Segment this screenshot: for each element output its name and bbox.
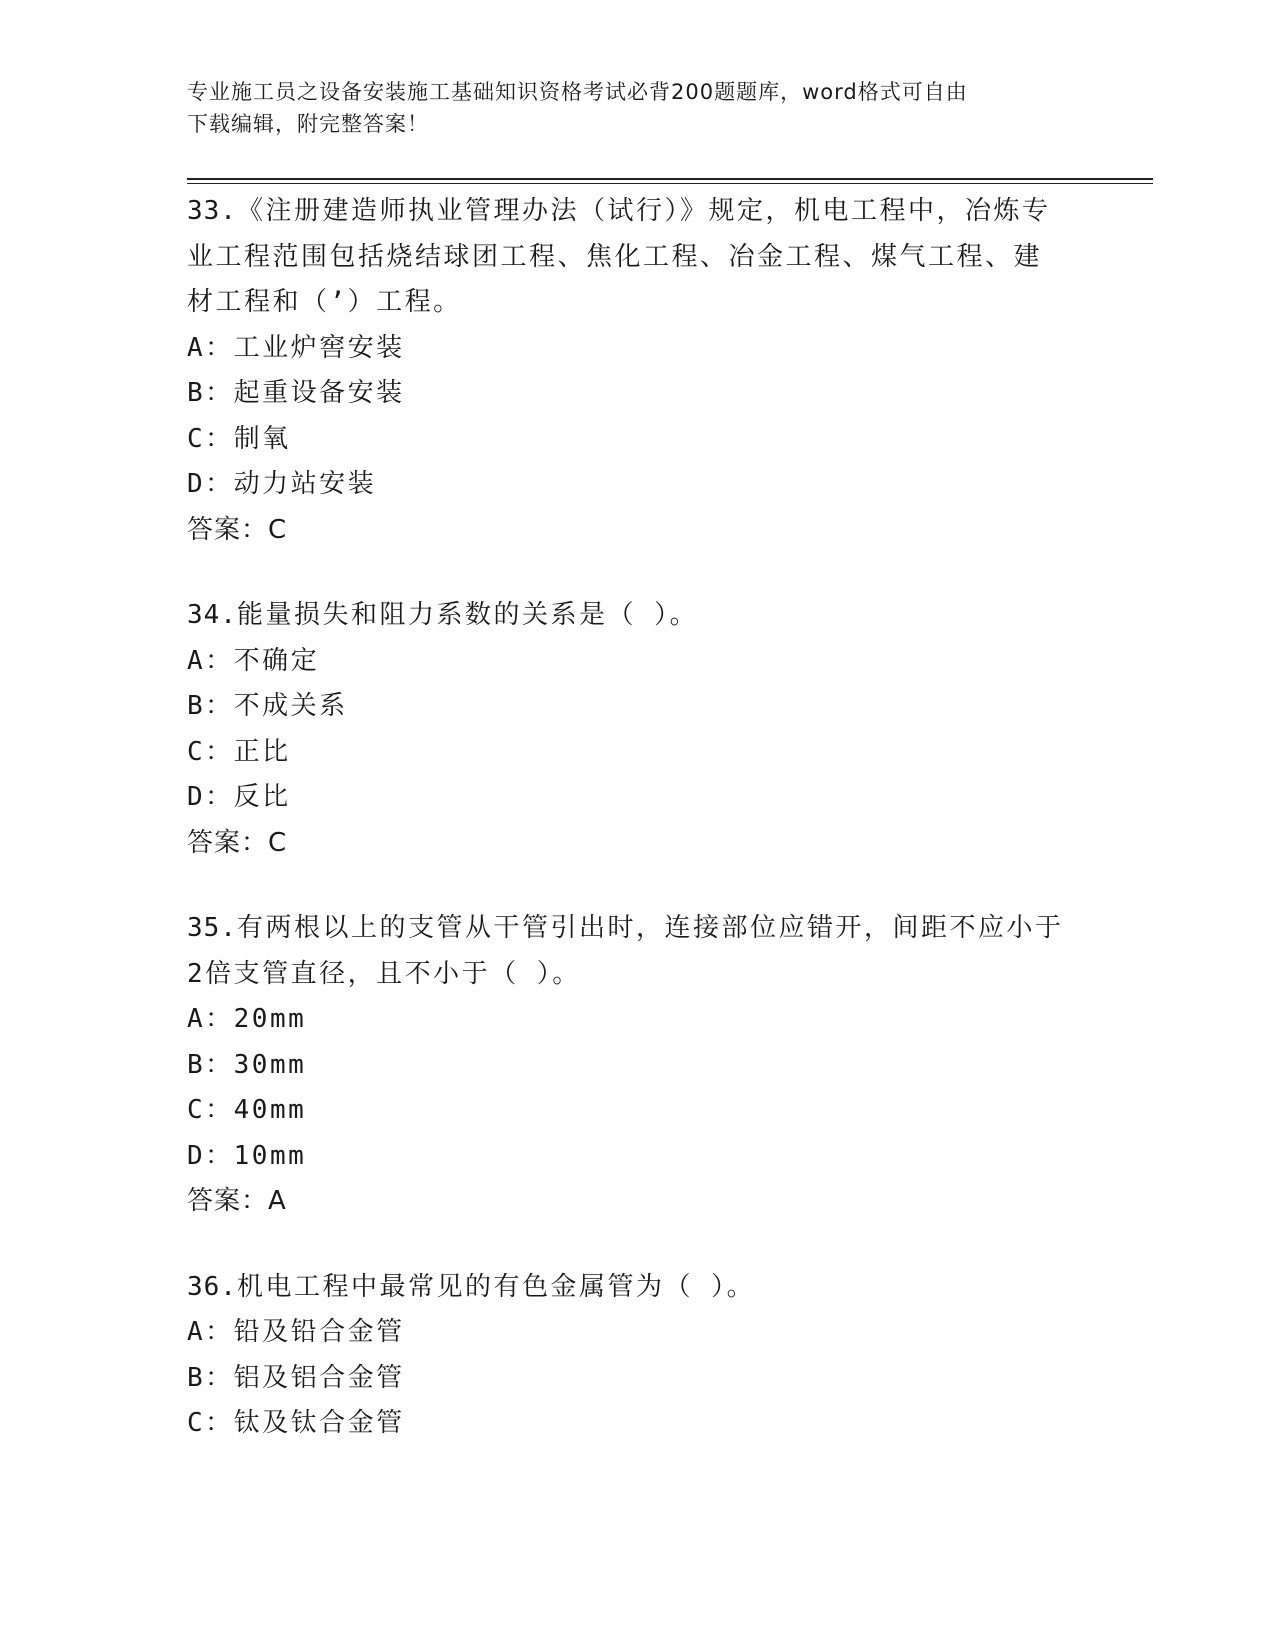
- question-number: 35.: [187, 913, 237, 943]
- question-stem-line: 材工程和（’）工程。: [187, 287, 462, 317]
- option-d: D：动力站安装: [187, 469, 377, 499]
- document-header: [187, 76, 1067, 140]
- header-divider-thin: [187, 183, 1153, 184]
- question-34: [187, 593, 1087, 866]
- option-c: C：40mm: [187, 1095, 307, 1125]
- question-list: [187, 189, 1087, 1487]
- question-stem-line: 2倍支管直径，且不小于（ ）。: [187, 958, 581, 989]
- question-36: [187, 1265, 1087, 1447]
- option-d: D：10mm: [187, 1140, 307, 1171]
- header-divider-thick: [187, 178, 1153, 180]
- option-a: A：铅及铅合金管: [187, 1317, 405, 1347]
- question-stem: [187, 593, 1087, 639]
- option-c: C：钛及钛合金管: [187, 1408, 405, 1438]
- option-b: B：30mm: [187, 1049, 307, 1080]
- option-b: B：不成关系: [187, 691, 348, 721]
- question-stem-line: 有两根以上的支管从干管引出时，连接部位应错开，间距不应小于: [236, 913, 1064, 943]
- answer: 答案：A: [187, 1186, 287, 1216]
- header-line-2: 下载编辑，附完整答案！: [187, 112, 429, 136]
- option-a: A：不确定: [187, 645, 320, 676]
- question-stem-line: 业工程范围包括烧结球团工程、焦化工程、冶金工程、煤气工程、建: [187, 241, 1043, 272]
- question-stem-line: 机电工程中最常见的有色金属管为（ ）。: [236, 1271, 756, 1302]
- option-b: B：铝及铝合金管: [187, 1362, 405, 1393]
- question-33: [187, 189, 1087, 553]
- question-stem-line: 《注册建造师执业管理办法（试行）》规定，机电工程中，冶炼专: [236, 196, 1051, 226]
- question-stem: [187, 1265, 1087, 1311]
- option-a: A：工业炉窖安装: [187, 332, 405, 363]
- question-number: 36.: [187, 1271, 237, 1302]
- option-c: C：正比: [187, 736, 291, 767]
- answer: 答案：C: [187, 514, 288, 545]
- option-d: D：反比: [187, 782, 291, 812]
- option-c: C：制氧: [187, 423, 291, 454]
- question-number: 34.: [187, 600, 237, 630]
- question-stem-line: 能量损失和阻力系数的关系是（ ）。: [236, 600, 699, 630]
- question-stem: [187, 906, 1087, 952]
- option-a: A：20mm: [187, 1004, 307, 1034]
- option-b: B：起重设备安装: [187, 378, 405, 408]
- question-35: [187, 906, 1087, 1225]
- answer: 答案：C: [187, 827, 288, 858]
- header-line-1: 专业施工员之设备安装施工基础知识资格考试必背200题题库，word格式可自由: [187, 80, 968, 104]
- question-number: 33.: [187, 196, 237, 226]
- question-stem: [187, 189, 1087, 235]
